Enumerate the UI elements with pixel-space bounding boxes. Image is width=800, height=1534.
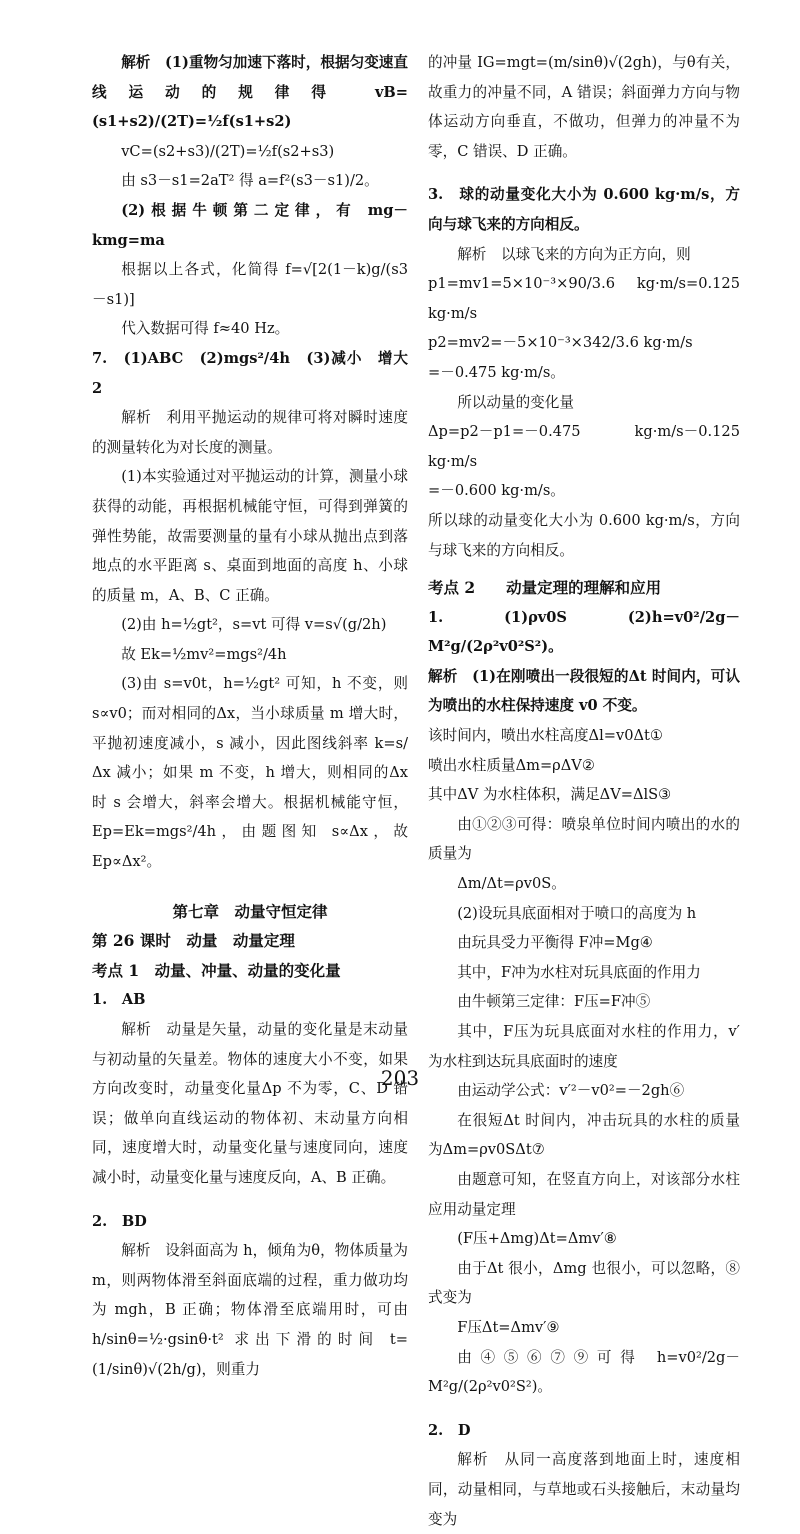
left-blocks	[92, 48, 423, 877]
section-title-kd2: 考点 2 动量定理的理解和应用	[428, 578, 662, 598]
right-blocks	[428, 48, 740, 565]
paragraph: 所以动量的变化量	[457, 393, 574, 411]
paragraph: 故 Ek=½mv²=mgs²/4h	[121, 645, 287, 663]
paragraph	[428, 1402, 740, 1416]
chapter-title: 第七章 动量守恒定律	[172, 901, 328, 921]
left-blocks-2	[92, 985, 408, 1384]
paragraph: =－0.475 kg·m/s。	[428, 363, 565, 381]
paragraph: 由 s3－s1=2aT² 得 a=f²(s3－s1)/2。	[121, 172, 379, 190]
paragraph: 解析 利用平抛运动的规律可将对瞬时速度的测量转化为对长度的测量。	[92, 409, 408, 456]
paragraph: p2=mv2=－5×10⁻³×342/3.6 kg·m/s	[428, 334, 693, 352]
paragraph: 3. 球的动量变化大小为 0.600 kg·m/s，方向与球飞来的方向相反。	[428, 186, 740, 233]
paragraph: 该时间内，喷出水柱高度Δl=v0Δt①	[428, 727, 663, 745]
paragraph: 由题意可知，在竖直方向上，对该部分水柱应用动量定理	[428, 1170, 740, 1218]
paragraph: (F压+Δmg)Δt=Δmv′⑧	[457, 1230, 617, 1248]
paragraph: 解析 设斜面高为 h，倾角为θ，物体质量为 m，则两物体滑至斜面底端的过程，重力做功均为 mgh，B 正确；物体滑至底端用时，可由 h/sinθ=½·gsinθ·t² 求出下滑的时间 t=(1/sinθ)√(2h/g)，则重力	[92, 1242, 408, 1378]
paragraph: 2. D	[428, 1421, 471, 1439]
paragraph: 的冲量 IG=mgt=(m/sinθ)√(2gh)，与θ有关，故重力的冲量不同，A 错误；斜面弹力方向与物体运动方向垂直，不做功，但弹力的冲量不为零，C 错误、D 正确。	[428, 54, 740, 160]
paragraph: (3)由 s=v0t，h=½gt² 可知，h 不变，则 s∝v0；而对相同的Δx，当小球质量 m 增大时，平抛初速度减小，s 减小，因此图线斜率 k=s/Δx 减小；如果 m 不变，h 增大，则相同的Δx 时 s 会增大，斜率会增大。根据机械能守恒，Ep=Ek=mgs²/4h，由题图知 s∝Δx，故 Ep∝Δx²。	[92, 675, 408, 871]
paragraph: 由④⑤⑥⑦⑨可得 h=v0²/2g－M²g/(2ρ²v0²S²)。	[428, 1348, 740, 1396]
page-number: 203	[380, 1066, 420, 1090]
paragraph: 解析 以球飞来的方向为正方向，则	[457, 245, 691, 263]
paragraph: 由于Δt 很小，Δmg 也很小，可以忽略，⑧式变为	[428, 1259, 740, 1307]
paragraph: p1=mv1=5×10⁻³×90/3.6 kg·m/s=0.125 kg·m/s	[428, 275, 740, 322]
paragraph: 解析 (1)重物匀加速下落时，根据匀变速直线运动的规律得 vB=(s1+s2)/(2T)=½f(s1+s2)	[92, 54, 408, 131]
paragraph: 由牛顿第三定律：F压=F冲⑤	[457, 993, 651, 1011]
paragraph: Δm/Δt=ρv0S。	[457, 875, 566, 893]
right-column	[428, 48, 740, 1534]
paragraph: Δp=p2－p1=－0.475 kg·m/s－0.125 kg·m/s	[428, 423, 740, 470]
paragraph: vC=(s2+s3)/(2T)=½f(s2+s3)	[121, 142, 335, 160]
paragraph: 代入数据可得 f≈40 Hz。	[121, 320, 290, 338]
paragraph	[428, 166, 740, 180]
paragraph: (1)本实验通过对平抛运动的计算，测量小球获得的动能，再根据机械能守恒，可得到弹簧的弹性势能，故需要测量的量有小球从抛出点到落地点的水平距离 s、桌面到地面的高度 h、小球的质量 m，A、B、C 正确。	[92, 468, 408, 604]
paragraph: 所以球的动量变化大小为 0.600 kg·m/s，方向与球飞来的方向相反。	[428, 511, 740, 559]
paragraph: 解析 从同一高度落到地面上时，速度相同，动量相同，与草地或石头接触后，末动量均变为	[428, 1451, 740, 1528]
paragraph: F压Δt=Δmv′⑨	[457, 1318, 560, 1336]
paragraph: 其中，F压为玩具底面对水柱的作用力，v′为水柱到达玩具底面时的速度	[428, 1023, 740, 1070]
paragraph: 2. BD	[92, 1212, 147, 1230]
paragraph: (2)由 h=½gt²，s=vt 可得 v=s√(g/2h)	[121, 616, 387, 634]
paragraph: 在很短Δt 时间内，冲击玩具的水柱的质量为Δm=ρv0SΔt⑦	[428, 1111, 740, 1159]
section-title-kd1: 考点 1 动量、冲量、动量的变化量	[92, 960, 341, 980]
paragraph: (2)设玩具底面相对于喷口的高度为 h	[457, 904, 697, 922]
paragraph: 喷出水柱质量Δm=ρΔV②	[428, 756, 595, 774]
paragraph: 根据以上各式，化简得 f=√[2(1－k)g/(s3－s1)]	[92, 261, 408, 308]
lesson-title: 第 26 课时 动量 动量定理	[92, 931, 295, 951]
paragraph: 其中，F冲为水柱对玩具底面的作用力	[457, 963, 701, 981]
paragraph: (2)根据牛顿第二定律，有 mg－kmg=ma	[92, 201, 408, 249]
paragraph: 解析 (1)在刚喷出一段很短的Δt 时间内，可认为喷出的水柱保持速度 v0 不变。	[428, 667, 740, 715]
paragraph: 1. AB	[92, 991, 146, 1009]
paragraph: 由运动学公式：v′²－v0²=－2gh⑥	[457, 1082, 685, 1100]
paragraph	[92, 1193, 408, 1207]
paragraph: =－0.600 kg·m/s。	[428, 482, 565, 500]
paragraph: 由玩具受力平衡得 F冲=Mg④	[457, 934, 653, 952]
paragraph: 由①②③可得：喷泉单位时间内喷出的水的质量为	[428, 815, 740, 863]
paragraph: 解析 动量是矢量，动量的变化量是末动量与初动量的矢量差。物体的速度大小不变，如果方向改变时，动量变化量Δp 不为零，C、D 错误；做单向直线运动的物体初、末动量方向相同，速度增大时，动量变化量与速度同向，速度减小时，动量变化量与速度反向，A、B 正确。	[92, 1021, 408, 1186]
paragraph: 其中ΔV 为水柱体积，满足ΔV=ΔlS③	[428, 786, 672, 804]
paragraph: 7. (1)ABC (2)mgs²/4h (3)减小 增大 2	[92, 349, 423, 397]
left-column	[92, 48, 423, 1384]
paragraph: 1. (1)ρv0S (2)h=v0²/2g－M²g/(2ρ²v0²S²)。	[428, 608, 740, 656]
spacer	[428, 565, 740, 573]
